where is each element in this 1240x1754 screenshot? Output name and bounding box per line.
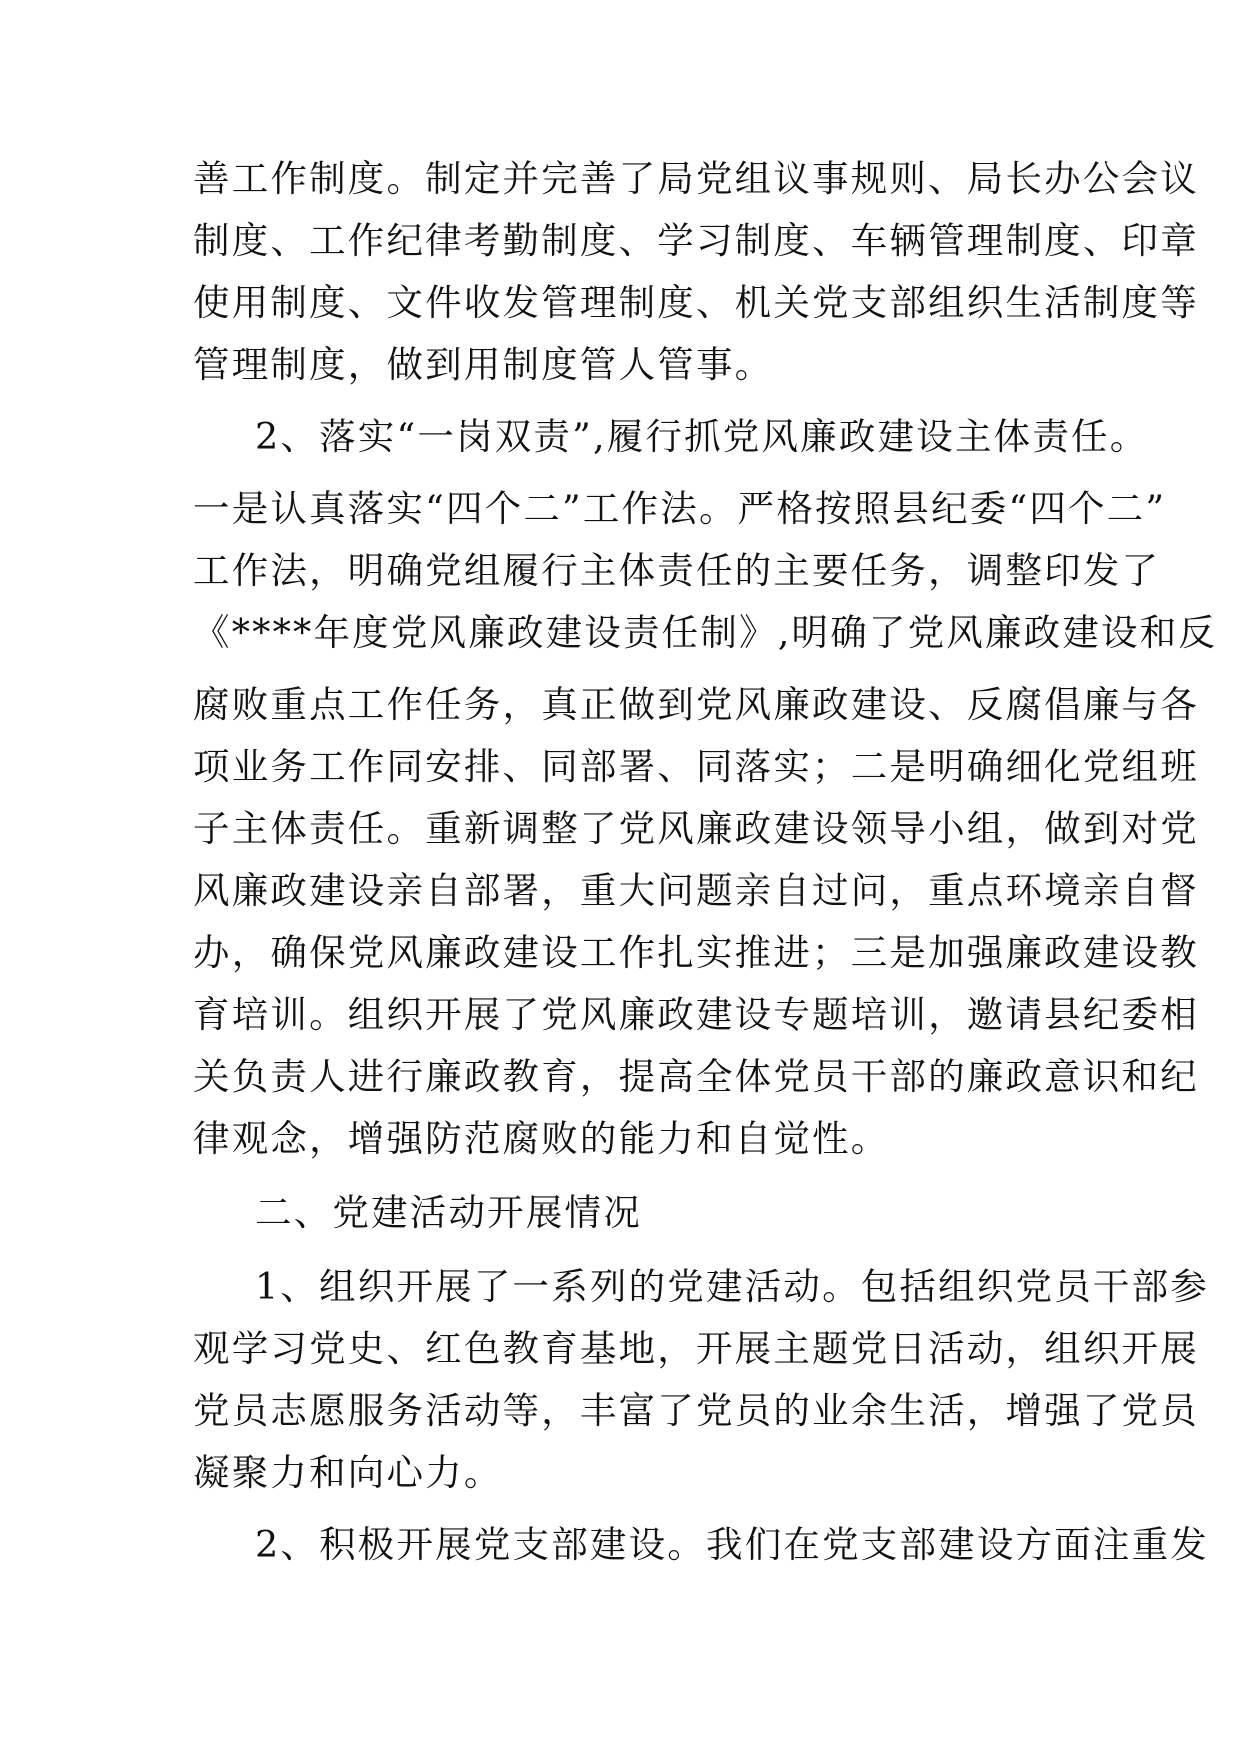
paragraph-line: 一是认真落实“四个二”工作法。严格按照县纪委“四个二” [193, 487, 1167, 530]
paragraph-line: 育培训。组织开展了党风廉政建设专题培训，邀请县纪委相 [193, 993, 1199, 1036]
paragraph-line: 1、组织开展了一系列的党建活动。包括组织党员干部参 [255, 1265, 1209, 1308]
paragraph-line: 党员志愿服务活动等，丰富了党员的业余生活，增强了党员 [193, 1389, 1199, 1432]
paragraph-line: 子主体责任。重新调整了党风廉政建设领导小组，做到对党 [193, 807, 1199, 850]
document-body [193, 148, 1218, 1576]
paragraph-line: 观学习党史、红色教育基地，开展主题党日活动，组织开展 [193, 1327, 1199, 1370]
paragraph-line: 项业务工作同安排、同部署、同落实；二是明确细化党组班 [193, 745, 1199, 788]
paragraph-line: 办，确保党风廉政建设工作扎实推进；三是加强廉政建设教 [193, 931, 1199, 974]
paragraph-line: 风廉政建设亲自部署，重大问题亲自过问，重点环境亲自督 [193, 869, 1199, 912]
paragraph-line: 凝聚力和向心力。 [193, 1451, 503, 1494]
paragraph-line: 2、落实“一岗双责”,履行抓党风廉政建设主体责任。 [255, 415, 1149, 458]
paragraph-line: 使用制度、文件收发管理制度、机关党支部组织生活制度等 [193, 281, 1199, 324]
paragraph-line: 管理制度，做到用制度管人管事。 [193, 343, 774, 386]
paragraph-line: 善工作制度。制定并完善了局党组议事规则、局长办公会议 [193, 157, 1199, 200]
paragraph-line: 工作法，明确党组履行主体责任的主要任务，调整印发了 [193, 549, 1161, 592]
section-heading: 二、党建活动开展情况 [255, 1191, 642, 1234]
paragraph-line: 关负责人进行廉政教育，提高全体党员干部的廉政意识和纪 [193, 1055, 1199, 1098]
paragraph-line: 律观念，增强防范腐败的能力和自觉性。 [193, 1117, 890, 1160]
paragraph-line: 2、积极开展党支部建设。我们在党支部建设方面注重发 [255, 1523, 1209, 1566]
paragraph-line: 《****年度党风廉政建设责任制》,明确了党风廉政建设和反 [193, 611, 1218, 654]
paragraph-line: 制度、工作纪律考勤制度、学习制度、车辆管理制度、印章 [193, 219, 1199, 262]
paragraph-line: 腐败重点工作任务，真正做到党风廉政建设、反腐倡廉与各 [193, 683, 1199, 726]
